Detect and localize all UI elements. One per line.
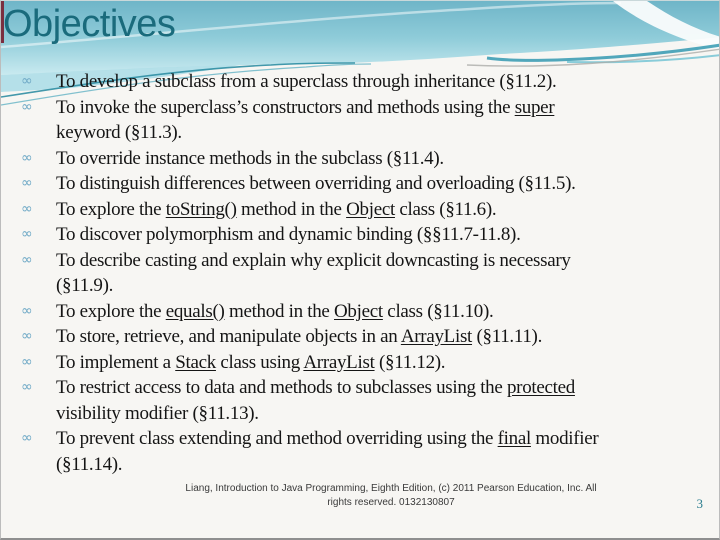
bullet-icon: ∞ — [21, 200, 33, 217]
page-number: 3 — [696, 496, 703, 511]
list-item-text: To describe casting and explain why explicit downcasting is necessary (§11.9). — [56, 249, 571, 296]
bullet-icon: ∞ — [21, 251, 33, 268]
bullet-icon: ∞ — [21, 353, 33, 370]
list-item — [21, 426, 693, 477]
list-item — [21, 95, 693, 146]
list-item — [21, 146, 693, 172]
objectives-list — [21, 69, 693, 477]
list-item — [21, 248, 693, 299]
footer-citation — [101, 482, 681, 509]
list-item-text: To invoke the superclass’s constructors and methods using the super keyword (§11.3). — [56, 96, 555, 143]
list-item-text: To explore the toString() method in the Object class (§11.6). — [56, 198, 497, 220]
list-item-text: To implement a Stack class using ArrayList (§11.12). — [56, 351, 446, 373]
bullet-icon: ∞ — [21, 226, 33, 242]
page-title: Objectives — [3, 3, 176, 45]
bullet-icon: ∞ — [21, 302, 33, 319]
bullet-icon: ∞ — [21, 430, 33, 446]
list-item — [21, 171, 693, 197]
list-item-text: To develop a subclass from a superclass through inheritance (§11.2). — [56, 71, 557, 92]
list-item-text: To override instance methods in the subclass (§11.4). — [56, 147, 444, 169]
list-item — [21, 324, 693, 350]
list-item — [21, 69, 693, 95]
list-item-text: To discover polymorphism and dynamic binding (§§11.7-11.8). — [56, 224, 521, 245]
bullet-icon: ∞ — [21, 328, 33, 344]
bullet-icon: ∞ — [21, 379, 33, 395]
footer-line-1: Liang, Introduction to Java Programming, Eighth Edition, (c) 2011 Pearson Education, Inc. All — [185, 483, 597, 494]
list-item — [21, 350, 693, 376]
list-item-text: To distinguish differences between overriding and overloading (§11.5). — [56, 173, 576, 194]
list-item-text: To prevent class extending and method overriding using the final modifier (§11.14). — [56, 428, 599, 475]
list-item — [21, 299, 693, 325]
list-item-text: To store, retrieve, and manipulate objects in an ArrayList (§11.11). — [56, 326, 543, 347]
list-item-text: To explore the equals() method in the Object class (§11.10). — [56, 300, 494, 322]
footer-line-2: rights reserved. 0132130807 — [327, 496, 455, 508]
bullet-icon: ∞ — [21, 149, 33, 166]
list-item — [21, 375, 693, 426]
bullet-icon: ∞ — [21, 73, 33, 89]
bullet-icon: ∞ — [21, 98, 33, 115]
list-item-text: To restrict access to data and methods to subclasses using the protected visibility modifier (§11.13). — [56, 377, 575, 424]
bullet-icon: ∞ — [21, 175, 33, 191]
list-item — [21, 197, 693, 223]
list-item — [21, 222, 693, 248]
